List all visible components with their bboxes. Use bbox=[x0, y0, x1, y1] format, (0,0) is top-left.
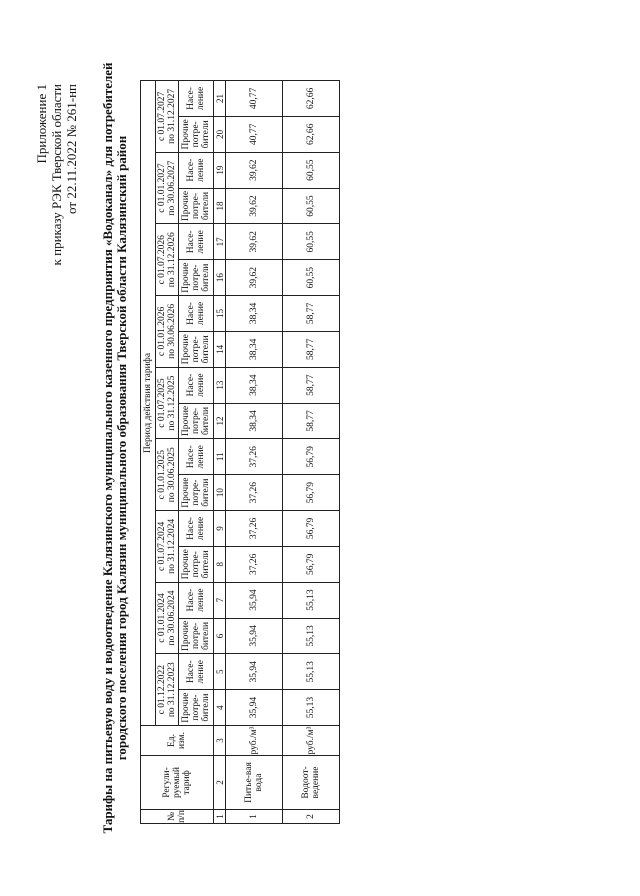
period-from: с 01.01.2025 bbox=[157, 450, 167, 500]
column-number: 16 bbox=[214, 260, 226, 296]
period-from: с 01.07.2024 bbox=[157, 521, 167, 572]
period-header bbox=[156, 152, 179, 224]
subheader-population: Насе-ление bbox=[179, 367, 214, 403]
column-number: 10 bbox=[214, 475, 226, 511]
subheader-other-consumers: Прочие потре-бители bbox=[179, 546, 214, 582]
column-number: 13 bbox=[214, 367, 226, 403]
tariff-value-cell: 38,34 bbox=[226, 367, 283, 403]
subheader-population: Насе-ление bbox=[179, 152, 214, 188]
column-number: 4 bbox=[214, 690, 226, 726]
period-to: по 30.06.2026 bbox=[167, 303, 177, 359]
period-from: с 01.01.2026 bbox=[157, 306, 167, 357]
period-to: по 31.12.2027 bbox=[167, 88, 177, 144]
tariff-value-cell: 37,26 bbox=[226, 475, 283, 511]
tariff-value-cell: 55,13 bbox=[283, 690, 340, 726]
column-number-row bbox=[214, 81, 226, 824]
tariff-value-cell: 35,94 bbox=[226, 618, 283, 654]
tariff-value-cell: 62,66 bbox=[283, 81, 340, 117]
column-number: 12 bbox=[214, 403, 226, 439]
period-header bbox=[156, 367, 179, 439]
tariff-value-cell: 58,77 bbox=[283, 331, 340, 367]
period-to: по 30.06.2024 bbox=[167, 590, 177, 646]
tariff-value-cell: 39,62 bbox=[226, 152, 283, 188]
period-header bbox=[156, 582, 179, 654]
row-number: 1 bbox=[226, 810, 283, 824]
row-tariff-name: Водоот-ведение bbox=[283, 756, 340, 810]
column-number: 6 bbox=[214, 618, 226, 654]
header-row-consumers bbox=[179, 81, 214, 824]
table-row bbox=[226, 81, 283, 824]
appendix-line2: к приказу РЭК Тверской области bbox=[49, 84, 64, 266]
subheader-other-consumers: Прочие потре-бители bbox=[179, 475, 214, 511]
tariff-value-cell: 35,94 bbox=[226, 582, 283, 618]
tariff-value-cell: 62,66 bbox=[283, 116, 340, 152]
subheader-population: Насе-ление bbox=[179, 511, 214, 547]
subheader-population: Насе-ление bbox=[179, 654, 214, 690]
title-line2: городского поселения город Калязин муниципального образования Тверской области Калязинский район bbox=[114, 135, 129, 761]
period-to: по 31.12.2026 bbox=[167, 232, 177, 288]
period-from: с 01.07.2025 bbox=[157, 378, 167, 428]
subheader-population: Насе-ление bbox=[179, 439, 214, 475]
tariff-value-cell: 60,55 bbox=[283, 152, 340, 188]
period-from: с 01.07.2026 bbox=[157, 235, 167, 285]
tariff-value-cell: 37,26 bbox=[226, 546, 283, 582]
header-tariff: Регули-руемый тариф bbox=[141, 756, 214, 810]
period-from: с 01.01.2024 bbox=[157, 593, 167, 643]
tariff-value-cell: 55,13 bbox=[283, 618, 340, 654]
tariff-value-cell: 56,79 bbox=[283, 439, 340, 475]
column-number: 2 bbox=[214, 756, 226, 810]
tariff-value-cell: 38,34 bbox=[226, 331, 283, 367]
header-unit: Ед. изм. bbox=[141, 726, 214, 756]
period-header bbox=[156, 654, 179, 726]
row-unit: руб./м³ bbox=[226, 726, 283, 756]
subheader-population: Насе-ление bbox=[179, 296, 214, 332]
subheader-other-consumers: Прочие потре-бители bbox=[179, 403, 214, 439]
column-number: 18 bbox=[214, 188, 226, 224]
tariff-value-cell: 56,79 bbox=[283, 475, 340, 511]
appendix-line3: от 22.11.2022 № 261-нп bbox=[64, 84, 79, 214]
period-header bbox=[156, 81, 179, 153]
tariff-value-cell: 55,13 bbox=[283, 582, 340, 618]
column-number: 8 bbox=[214, 546, 226, 582]
tariff-value-cell: 60,55 bbox=[283, 188, 340, 224]
column-number: 5 bbox=[214, 654, 226, 690]
period-header bbox=[156, 511, 179, 583]
subheader-other-consumers: Прочие потре-бители bbox=[179, 116, 214, 152]
table-row bbox=[283, 81, 340, 824]
row-unit: руб./м³ bbox=[283, 726, 340, 756]
subheader-population: Насе-ление bbox=[179, 582, 214, 618]
period-to: по 30.06.2027 bbox=[167, 160, 177, 216]
period-from: с 01.12.2022 bbox=[157, 665, 167, 715]
tariff-value-cell: 56,79 bbox=[283, 511, 340, 547]
subheader-other-consumers: Прочие потре-бители bbox=[179, 331, 214, 367]
column-number: 9 bbox=[214, 511, 226, 547]
period-header bbox=[156, 296, 179, 368]
tariff-value-cell: 35,94 bbox=[226, 690, 283, 726]
appendix-header bbox=[34, 84, 79, 344]
tariff-value-cell: 55,13 bbox=[283, 654, 340, 690]
subheader-other-consumers: Прочие потре-бители bbox=[179, 618, 214, 654]
column-number: 1 bbox=[214, 810, 226, 824]
tariff-value-cell: 37,26 bbox=[226, 439, 283, 475]
tariff-value-cell: 39,62 bbox=[226, 260, 283, 296]
period-to: по 31.12.2023 bbox=[167, 662, 177, 718]
header-row-periods bbox=[156, 81, 179, 824]
period-to: по 30.06.2025 bbox=[167, 447, 177, 503]
row-tariff-name: Питье-вая вода bbox=[226, 756, 283, 810]
tariff-value-cell: 58,77 bbox=[283, 296, 340, 332]
header-period: Период действия тарифа bbox=[141, 81, 156, 726]
tariff-table bbox=[140, 80, 340, 824]
title-line1: Тарифы на питьевую воду и водоотведение Калязинского муниципального казенного предприятия «Водоканал» для потребителей bbox=[100, 62, 115, 834]
tariff-value-cell: 37,26 bbox=[226, 511, 283, 547]
appendix-line1: Приложение 1 bbox=[34, 84, 49, 164]
column-number: 17 bbox=[214, 224, 226, 260]
tariff-value-cell: 40,77 bbox=[226, 81, 283, 117]
tariff-value-cell: 60,55 bbox=[283, 224, 340, 260]
column-number: 15 bbox=[214, 296, 226, 332]
document-title bbox=[101, 40, 129, 856]
tariff-value-cell: 40,77 bbox=[226, 116, 283, 152]
subheader-other-consumers: Прочие потре-бители bbox=[179, 690, 214, 726]
column-number: 11 bbox=[214, 439, 226, 475]
column-number: 19 bbox=[214, 152, 226, 188]
header-number: № п/п bbox=[141, 810, 214, 824]
period-from: с 01.01.2027 bbox=[157, 163, 167, 213]
subheader-population: Насе-ление bbox=[179, 81, 214, 117]
tariff-value-cell: 58,77 bbox=[283, 367, 340, 403]
column-number: 3 bbox=[214, 726, 226, 756]
tariff-value-cell: 39,62 bbox=[226, 224, 283, 260]
column-number: 14 bbox=[214, 331, 226, 367]
column-number: 21 bbox=[214, 81, 226, 117]
period-header bbox=[156, 224, 179, 296]
row-number: 2 bbox=[283, 810, 340, 824]
subheader-other-consumers: Прочие потре-бители bbox=[179, 260, 214, 296]
tariff-value-cell: 60,55 bbox=[283, 260, 340, 296]
tariff-value-cell: 35,94 bbox=[226, 654, 283, 690]
subheader-other-consumers: Прочие потре-бители bbox=[179, 188, 214, 224]
column-number: 7 bbox=[214, 582, 226, 618]
period-to: по 31.12.2024 bbox=[167, 518, 177, 574]
tariff-value-cell: 39,62 bbox=[226, 188, 283, 224]
subheader-population: Насе-ление bbox=[179, 224, 214, 260]
period-to: по 31.12.2025 bbox=[167, 375, 177, 431]
tariff-value-cell: 58,77 bbox=[283, 403, 340, 439]
tariff-value-cell: 38,34 bbox=[226, 296, 283, 332]
column-number: 20 bbox=[214, 116, 226, 152]
period-header bbox=[156, 439, 179, 511]
header-row-1 bbox=[141, 81, 156, 824]
tariff-value-cell: 56,79 bbox=[283, 546, 340, 582]
period-from: с 01.07.2027 bbox=[157, 91, 167, 142]
tariff-value-cell: 38,34 bbox=[226, 403, 283, 439]
